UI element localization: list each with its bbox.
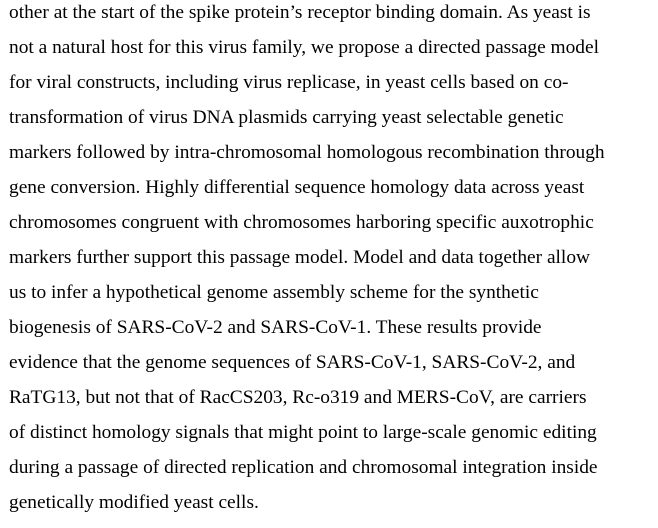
text-line: gene conversion. Highly differential sequence homology data across yeast bbox=[9, 177, 585, 198]
text-line: evidence that the genome sequences of SARS-CoV-1, SARS-CoV-2, and bbox=[9, 352, 576, 373]
text-line: genetically modified yeast cells. bbox=[9, 492, 259, 513]
text-line: not a natural host for this virus family, we propose a directed passage model bbox=[9, 37, 599, 58]
text-line: of distinct homology signals that might point to large-scale genomic editing bbox=[9, 422, 597, 443]
text-line: us to infer a hypothetical genome assembly scheme for the synthetic bbox=[9, 282, 539, 303]
text-line: during a passage of directed replication and chromosomal integration inside bbox=[9, 457, 598, 478]
text-line: for viral constructs, including virus replicase, in yeast cells based on co- bbox=[9, 72, 569, 93]
text-line: chromosomes congruent with chromosomes harboring specific auxotrophic bbox=[9, 212, 594, 233]
text-line: other at the start of the spike protein’s receptor binding domain. As yeast is bbox=[9, 2, 591, 23]
text-line: RaTG13, but not that of RacCS203, Rc-o319 and MERS-CoV, are carriers bbox=[9, 387, 587, 408]
text-line: markers further support this passage model. Model and data together allow bbox=[9, 247, 591, 268]
text-line: transformation of virus DNA plasmids carrying yeast selectable genetic bbox=[9, 107, 564, 128]
text-line: markers followed by intra-chromosomal homologous recombination through bbox=[9, 142, 605, 163]
text-line: biogenesis of SARS-CoV-2 and SARS-CoV-1. These results provide bbox=[9, 317, 542, 338]
